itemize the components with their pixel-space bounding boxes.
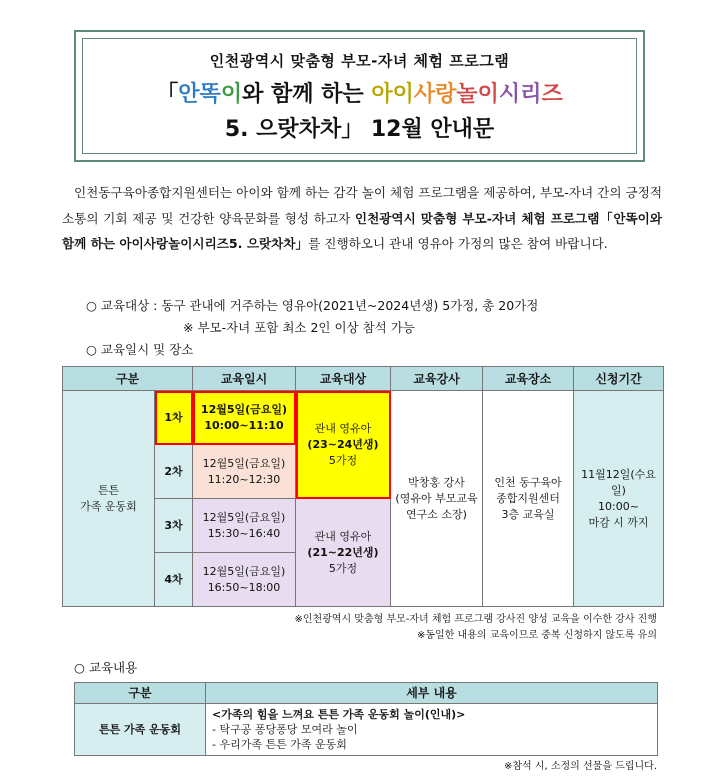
content-item: - 우리가족 튼튼 가족 운동회 — [212, 738, 347, 751]
title-line2-part: 이 — [392, 81, 414, 107]
content-details-cell — [206, 704, 658, 756]
header-category: 구분 — [63, 367, 193, 391]
title-line2 — [156, 77, 562, 108]
content-program-name: 튼튼 가족 운동회 — [75, 704, 206, 756]
period-end: 마감 시 까지 — [588, 515, 649, 529]
target-count: 5가정 — [328, 561, 358, 575]
session-date: 12월5일(금요일) — [200, 402, 288, 416]
footnote-duplicate: ※동일한 내용의 교육이므로 중복 신청하지 않도록 유의 — [417, 630, 657, 641]
session-date: 12월5일(금요일) — [202, 564, 286, 578]
title-line2-part: 리 — [520, 81, 542, 107]
location-cell — [483, 391, 574, 607]
instructor-name: 박창홍 강사 — [408, 475, 465, 489]
title-line1: 인천광역시 맞춤형 부모-자녀 체험 프로그램 — [209, 51, 510, 70]
location-line: 3층 교육실 — [501, 507, 555, 521]
location-line: 인천 동구육아 — [494, 475, 562, 489]
session-date: 12월5일(금요일) — [202, 456, 286, 470]
target-note: ※ 부모-자녀 포함 최소 2인 이상 참석 가능 — [183, 320, 415, 335]
title-line2-part: 놀 — [456, 81, 478, 107]
schedule-bullet: ○ 교육일시 및 장소 — [86, 342, 194, 357]
intro-paragraph — [62, 180, 662, 257]
header-category: 구분 — [75, 683, 206, 704]
title-line2-part: 아 — [371, 81, 393, 107]
session-time: 11:20~12:30 — [207, 472, 281, 486]
title-line2-part: 이 — [477, 81, 499, 107]
target-bullet: ○ 교육대상 : 동구 관내에 거주하는 영유아(2021년~2024년생) 5가정, 총 20가정 — [86, 298, 539, 313]
table-row — [75, 704, 658, 756]
session-datetime-cell — [193, 391, 296, 445]
footnote-instructor: ※인천광역시 맞춤형 부모-자녀 체험 프로그램 강사진 양성 교육을 이수한 강사 진행 — [294, 614, 657, 625]
table-header-row — [75, 683, 658, 704]
title-line2-part: 이 — [220, 81, 243, 107]
title-line2-part: 똑 — [199, 81, 221, 107]
title-line2-part: 사 — [413, 81, 436, 107]
period-start-date: 11월12일(수요일) — [581, 467, 656, 497]
target-cell-a — [296, 391, 391, 499]
target-cell-b — [296, 499, 391, 607]
instructor-role: 연구소 소장) — [406, 507, 467, 521]
schedule-table — [62, 366, 664, 607]
session-number: 4차 — [155, 553, 193, 607]
title-line2-part: 시 — [498, 81, 521, 107]
target-label: 관내 영유아 — [314, 421, 372, 435]
header-location: 교육장소 — [483, 367, 574, 391]
session-time: 16:50~18:00 — [207, 580, 281, 594]
location-line: 종합지원센터 — [496, 491, 560, 505]
session-number: 2차 — [155, 445, 193, 499]
content-heading: <가족의 힘을 느껴요 튼튼 가족 운동회 놀이(인내)> — [212, 708, 466, 721]
table-row — [63, 391, 664, 445]
content-item: - 탁구공 퐁당퐁당 모여라 놀이 — [212, 723, 358, 736]
header-instructor: 교육강사 — [391, 367, 483, 391]
period-cell — [574, 391, 664, 607]
footnote-gift: ※참석 시, 소정의 선물을 드립니다. — [503, 761, 657, 772]
session-datetime-cell — [193, 553, 296, 607]
header-details: 세부 내용 — [206, 683, 658, 704]
header-datetime: 교육일시 — [193, 367, 296, 391]
content-bullet: ○ 교육내용 — [74, 660, 138, 675]
session-date: 12월5일(금요일) — [202, 510, 286, 524]
intro-text-1: 인천동구육아종합지원센터는 아이와 함께 하는 감각 놀이 체험 프로그램을 제공하여, 부모-자녀 간의 긍정적 소통의 기회 제공 및 건강한 양육문화를 형성 하고자 — [62, 185, 662, 226]
session-time: 10:00~11:10 — [204, 418, 284, 432]
instructor-cell — [391, 391, 483, 607]
table-header-row — [63, 367, 664, 391]
title-line3: 5. 으랏차차」 12월 안내문 — [224, 116, 495, 142]
header-period: 신청기간 — [574, 367, 664, 391]
target-label: 관내 영유아 — [314, 529, 372, 543]
content-table — [74, 682, 658, 756]
header-target: 교육대상 — [296, 367, 391, 391]
intro-text-2: 를 진행하오니 관내 영유아 가정의 많은 참여 바랍니다. — [308, 236, 608, 251]
target-years: (23~24년생) — [307, 437, 379, 451]
session-number: 1차 — [155, 391, 193, 445]
title-line2-part: 와 함께 하는 — [242, 81, 372, 107]
target-years: (21~22년생) — [307, 545, 379, 559]
title-line2-part: 랑 — [435, 81, 457, 107]
title-line2-part: 즈 — [541, 81, 563, 107]
title-line2-part: 안 — [178, 81, 200, 107]
session-datetime-cell — [193, 499, 296, 553]
title-inner-box — [82, 38, 637, 154]
title-line2-part: 「 — [156, 81, 179, 107]
intro-program-name: 인천광역시 맞춤형 부모-자녀 체험 프로그램「안똑이와 함께 하는 아이사랑놀이시리즈5. 으랏차차」 — [62, 210, 662, 251]
instructor-org: (영유아 부모교육 — [395, 491, 478, 505]
target-count: 5가정 — [328, 453, 358, 467]
session-datetime-cell — [193, 445, 296, 499]
session-number: 3차 — [155, 499, 193, 553]
program-name-cell: 튼튼 가족 운동회 — [63, 391, 155, 607]
period-start-time: 10:00~ — [598, 499, 639, 513]
title-box — [74, 30, 645, 162]
session-time: 15:30~16:40 — [207, 526, 281, 540]
